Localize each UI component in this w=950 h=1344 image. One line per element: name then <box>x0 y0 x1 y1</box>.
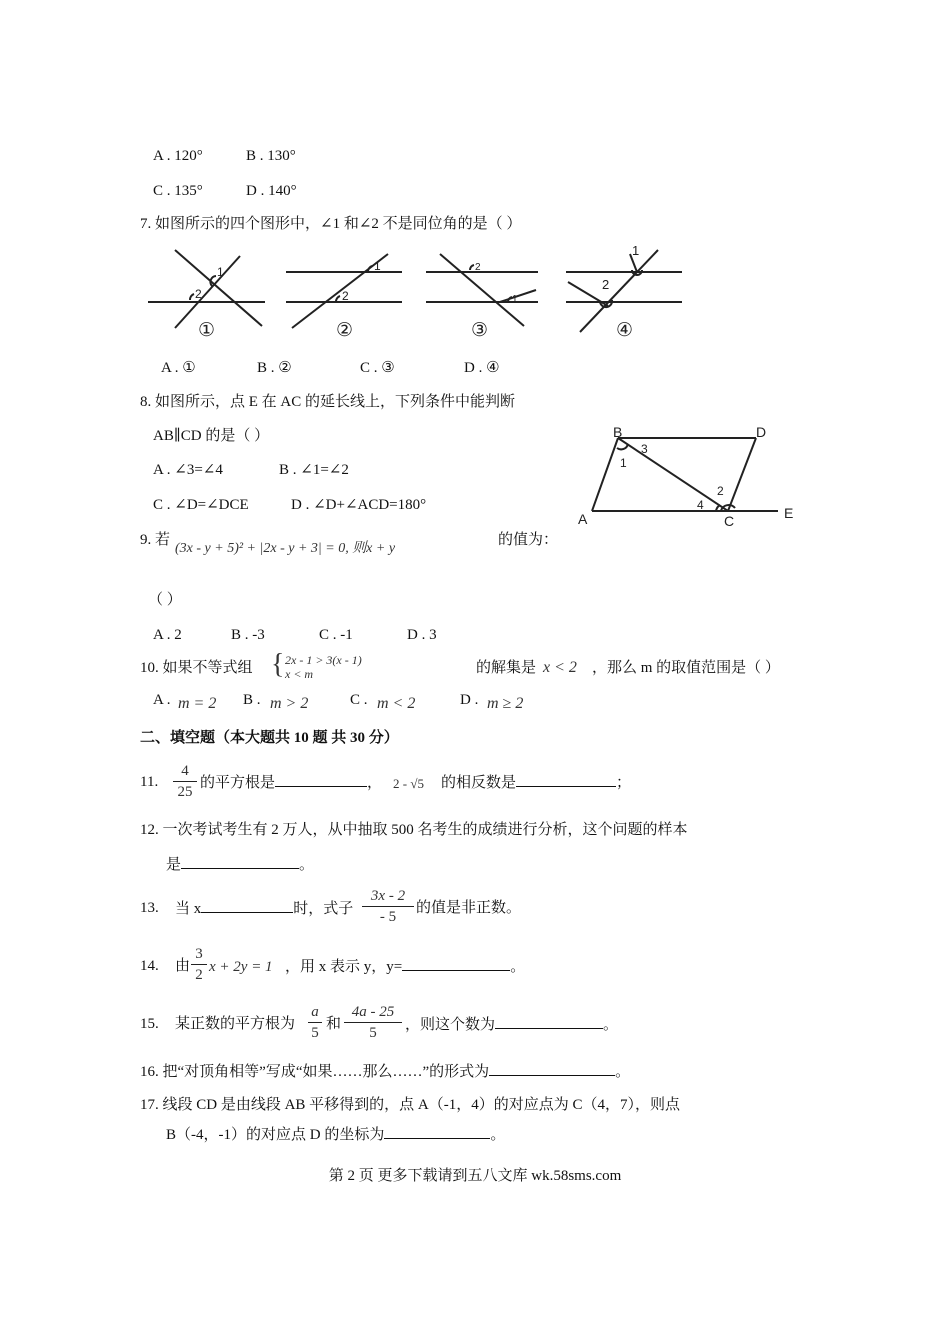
q11-number: 11. <box>140 774 159 790</box>
q12-blank[interactable] <box>181 854 299 869</box>
q13-blank[interactable] <box>201 898 293 913</box>
q6-option-b: B . 130° <box>246 148 296 164</box>
q9-option-a: A . 2 <box>153 627 182 643</box>
q10-option-c-value: m < 2 <box>377 695 416 712</box>
q10-system-brace: { <box>271 649 285 680</box>
q17-line2: B（-4，-1）的对应点 D 的坐标为 。 <box>166 1124 505 1145</box>
q17-line1: 17. 线段 CD 是由线段 AB 平移得到的，点 A（-1，4）的对应点为 C（4，7），则点 <box>140 1097 681 1113</box>
q10-option-d-label: D . <box>460 692 479 708</box>
q14-number: 14. <box>140 958 159 974</box>
q12-line2: 是 。 <box>166 854 314 875</box>
q16-blank[interactable] <box>489 1061 615 1076</box>
q14-expression: x + 2y = 1 <box>209 959 273 975</box>
q7-fig1-label: ① <box>198 320 216 341</box>
q8-option-b: B . ∠1=∠2 <box>279 462 349 478</box>
q9-suffix: 的值为： <box>498 532 559 548</box>
q9-prefix: 9. 若 <box>140 532 171 548</box>
q9-answer-paren: （ ） <box>148 592 182 608</box>
q7-option-a: A . ① <box>161 360 196 376</box>
q15-frac2-denominator: 5 <box>369 1025 377 1041</box>
q15-text-3: ，则这个数为 。 <box>405 1014 618 1035</box>
q10-system-line1: 2x - 1 > 3(x - 1) <box>285 653 362 667</box>
q14-text-1: 由 <box>175 958 191 974</box>
q10-condition: x < 2 <box>543 659 577 676</box>
q8-angle-1: 1 <box>620 456 627 470</box>
q14-frac-denominator: 2 <box>195 967 203 983</box>
q7-fig2-angle2: 2 <box>342 289 349 303</box>
q14-frac-numerator: 3 <box>195 946 203 962</box>
q11-blank-1[interactable] <box>275 772 367 787</box>
q6-option-c: C . 135° <box>153 183 203 199</box>
q13-frac-numerator: 3x - 2 <box>370 888 406 904</box>
q8-stem-line2: AB∥CD 的是（ ） <box>153 428 270 444</box>
q10-suffix: ，那么 m 的取值范围是（ ） <box>592 660 780 676</box>
q15-text-2: 和 <box>326 1016 342 1032</box>
q17-blank[interactable] <box>384 1124 490 1139</box>
q8-stem-line1: 8. 如图所示，点 E 在 AC 的延长线上，下列条件中能判断 <box>140 394 516 410</box>
q14-fraction <box>191 945 207 984</box>
q13-frac-denominator: - 5 <box>379 909 397 925</box>
q15-frac1-numerator: a <box>311 1004 319 1020</box>
q15-frac1-denominator: 5 <box>311 1025 319 1041</box>
q11-frac-numerator: 4 <box>181 763 189 779</box>
q8-option-a: A . ∠3=∠4 <box>153 462 223 478</box>
q8-option-d: D . ∠D+∠ACD=180° <box>291 497 427 513</box>
q8-point-e: E <box>784 505 794 521</box>
q7-fig3-label: ③ <box>471 320 489 341</box>
q13-number: 13. <box>140 900 159 916</box>
q7-fig1-angle2: 2 <box>195 287 202 301</box>
q9-option-c: C . -1 <box>319 627 353 643</box>
q8-angle-4: 4 <box>697 498 704 512</box>
q11-text-2: 的相反数是 ； <box>441 772 631 793</box>
q7-figure-3 <box>426 254 538 341</box>
q9-option-d: D . 3 <box>407 627 437 643</box>
q16-text: 16. 把“对顶角相等”写成“如果……那么……”的形式为 。 <box>140 1061 630 1082</box>
q10-option-a-label: A . <box>153 692 171 708</box>
q15-frac2-numerator: 4a - 25 <box>351 1004 395 1020</box>
q9-option-b: B . -3 <box>231 627 265 643</box>
q7-figure-1 <box>148 250 265 341</box>
q10-prefix: 10. 如果不等式组 <box>140 660 253 676</box>
q15-number: 15. <box>140 1016 159 1032</box>
q11-fraction <box>173 762 197 801</box>
q15-blank[interactable] <box>495 1014 603 1029</box>
q7-option-d: D . ④ <box>464 360 500 376</box>
q14-blank[interactable] <box>402 956 510 971</box>
q7-figures <box>140 240 700 345</box>
q11-expression: 2 - √5 <box>393 776 424 791</box>
q15-fraction-1 <box>308 1003 322 1042</box>
q10-option-c-label: C . <box>350 692 368 708</box>
q10-option-a-value: m = 2 <box>178 695 217 712</box>
q13-fraction <box>362 887 414 926</box>
q15-text-1: 某正数的平方根为 <box>175 1016 296 1032</box>
q6-option-a: A . 120° <box>153 148 203 164</box>
q8-option-c: C . ∠D=∠DCE <box>153 497 249 513</box>
q9-expression: (3x - y + 5)² + |2x - y + 3| = 0, 则x + y <box>175 541 396 556</box>
q13-text-2: 的值是非正数。 <box>416 900 522 916</box>
q8-figure <box>570 418 810 533</box>
q12-line1: 12. 一次考试考生有 2 万人，从中抽取 500 名考生的成绩进行分析，这个问题的样本 <box>140 822 688 838</box>
q10-system-line2: x < m <box>285 667 314 681</box>
q11-text-1: 的平方根是 ， <box>200 772 382 793</box>
q7-figure-4 <box>566 243 682 341</box>
q10-option-b-value: m > 2 <box>270 695 309 712</box>
q7-fig4-angle2: 2 <box>602 277 610 292</box>
q7-fig3-angle2: 2 <box>475 262 481 273</box>
q13-text-1: 当 x 时，式子 <box>175 898 353 919</box>
q8-angle-2: 2 <box>717 484 724 498</box>
q7-fig1-angle1: 1 <box>217 265 224 279</box>
page-footer: 第 2 页 更多下载请到五八文库 wk.58sms.com <box>328 1168 622 1184</box>
q8-point-b: B <box>613 424 623 440</box>
q7-option-b: B . ② <box>257 360 292 376</box>
q6-option-d: D . 140° <box>246 183 297 199</box>
q10-option-d-value: m ≥ 2 <box>487 695 524 712</box>
q14-text-2: ，用 x 表示 y，y= 。 <box>285 956 525 977</box>
q7-fig4-angle1: 1 <box>632 243 640 258</box>
q7-fig2-label: ② <box>336 320 354 341</box>
q7-option-c: C . ③ <box>360 360 395 376</box>
q8-angle-3: 3 <box>641 442 648 456</box>
q10-option-b-label: B . <box>243 692 261 708</box>
q7-fig3-angle1: 1 <box>512 294 518 305</box>
q8-point-d: D <box>756 424 767 440</box>
q7-figure-2 <box>286 254 402 341</box>
q7-fig4-label: ④ <box>616 320 634 341</box>
q10-mid: 的解集是 <box>476 660 537 676</box>
q7-fig2-angle1: 1 <box>374 259 381 273</box>
section2-heading: 二、填空题（本大题共 10 题 共 30 分） <box>140 730 399 746</box>
q11-frac-denominator: 25 <box>177 784 193 800</box>
q8-point-a: A <box>578 511 588 527</box>
q11-blank-2[interactable] <box>516 772 616 787</box>
q7-stem: 7. 如图所示的四个图形中，∠1 和∠2 不是同位角的是（ ） <box>140 216 522 232</box>
q8-point-c: C <box>724 513 735 529</box>
q15-fraction-2 <box>344 1003 402 1042</box>
